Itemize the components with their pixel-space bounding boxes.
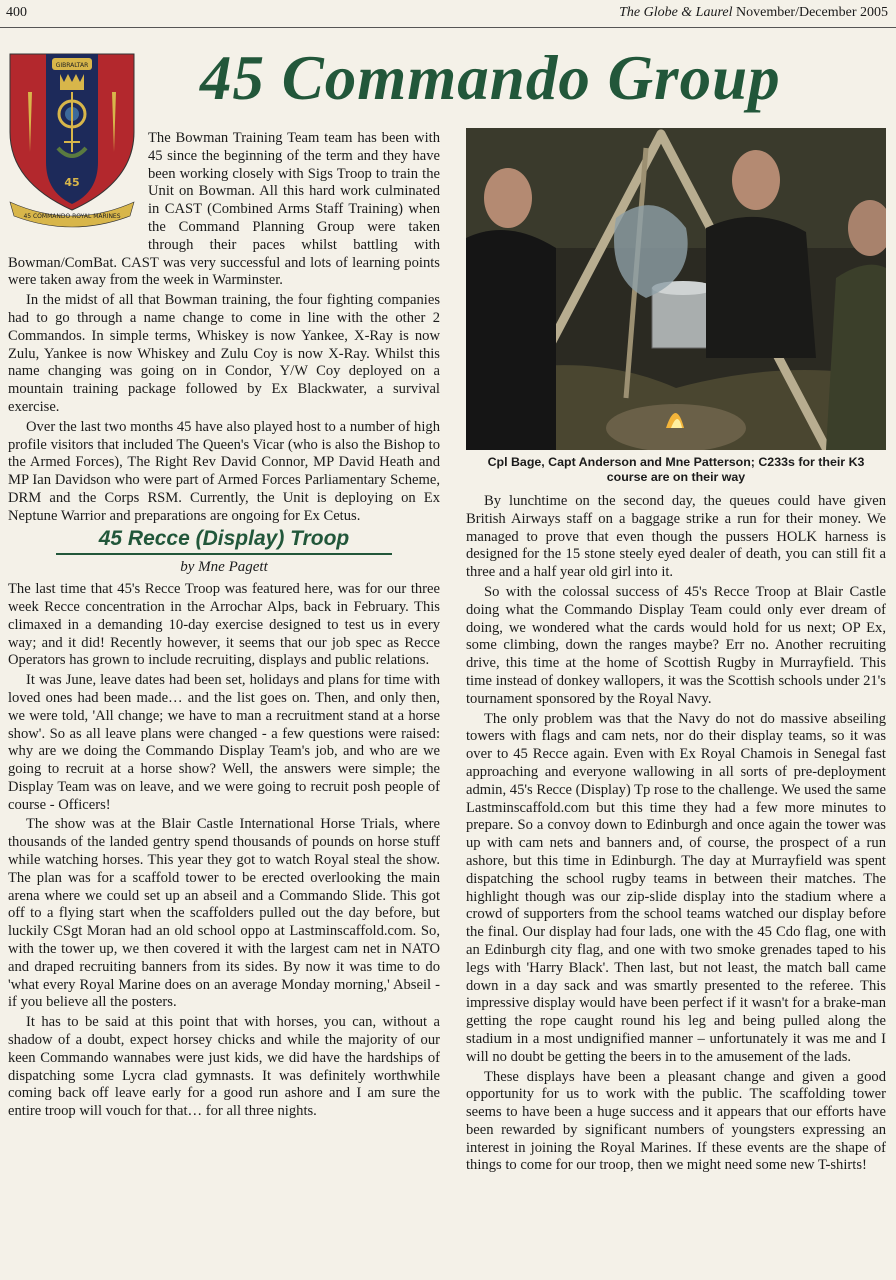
byline: by Mne Pagett bbox=[180, 559, 268, 576]
left-column bbox=[8, 130, 440, 1123]
right-paragraph: By lunchtime on the second day, the queues could have given British Airways staff on a baggage strike a run for their money. We managed to prove that even though the pussers HOLK harness is designed for the 15 stone steely eyed dealer of death, you can still fit a three and a half year old girl into it. bbox=[466, 493, 886, 581]
crest-number: 45 bbox=[64, 176, 80, 189]
page-number: 400 bbox=[6, 5, 27, 20]
publication-name: The Globe & Laurel bbox=[619, 5, 733, 20]
issue-date: November/December 2005 bbox=[736, 5, 888, 20]
section-heading: 45 Recce (Display) Troop bbox=[98, 526, 350, 550]
campfire-photo bbox=[466, 128, 886, 450]
section-heading-rule bbox=[56, 553, 392, 555]
right-paragraph: So with the colossal success of 45's Recce Troop at Blair Castle doing what the Commando Display Team could only ever dream of doing, we wondered what the cards would hold for us next; OP Ex, some climbing, down the ranges maybe? Err no. Another recruiting drive, this time at the home of Scottish Rugby in Murrayfield. This time instead of donkey wallopers, it was the Scottish schools under 21's tournament sponsored by the Royal Navy. bbox=[466, 583, 886, 707]
right-paragraph: These displays have been a pleasant change and given a good opportunity for us to work with the public. The scaffolding tower seems to have been a huge success and it appears that our efforts have been rewarded by significant numbers of youngsters expressing an interest in joining the Royal Marines. If these events are the shape of things to come for our troop, then we might need some new T-shirts! bbox=[466, 1068, 886, 1174]
section-paragraph: It was June, leave dates had been set, holidays and plans for time with loved ones had been made… and the list goes on. Then, and only then, we were told, 'All change; we have to man a recruitment stand at a horse show'. So as all leave plans were changed - a few questions were raised: why are we doing the Commando Display Team's job, and who are we going to recruit at a horse show? Well, the answers were simple; the Display Team was on leave, and we were going to recruit posh people of course - Officers! bbox=[8, 672, 440, 813]
article-paragraph: In the midst of all that Bowman training, the four fighting companies had to go through a name change to come in line with the other 2 Commandos. In simple terms, Whiskey is now Yankee, X-Ray is now Zulu, Yankee is now Whiskey and Zulu Coy is now X-Ray. Whilst this name changing was going on in Condor, Y/W Coy deployed on a mountain training package followed by Ex Blackwater, a survival exercise. bbox=[8, 292, 440, 415]
article-title: 45 Commando Group bbox=[200, 43, 781, 113]
photo-caption: Cpl Bage, Capt Anderson and Mne Patterson; C233s for their K3 course are on their way bbox=[487, 455, 865, 484]
header-rule bbox=[0, 27, 896, 28]
running-header bbox=[619, 5, 888, 21]
crest-bottom-scroll: 45 COMMANDO ROYAL MARINES bbox=[23, 213, 121, 220]
right-paragraph: The only problem was that the Navy do not do massive abseiling towers with flags and cam nets, nor do their display teams, so it was over to 45 Recce again. Even with Ex Royal Chamois in Senegal fast approaching and everyone wallowing in all sorts of pre-deployment admin, 45's Recce (Display) Tp rose to the challenge. We used the same Lastminscaffold.com but this time they had a few more minutes to prepare. So a convoy down to Edinburgh and once again the tower was up with cam nets and banners and, of course, the prospect of a run ashore, but this time in Edinburgh. The day at Murrayfield was spent dispatching the school rugby teams in between their matches. The highlight though was our zip-slide display into the stadium where a crowd of supporters from the school teams watched our display before the final. Our display had four lads, one with the 45 Cdo flag, one with an Edinburgh city flag, and one with two smoke grenades taped to his legs with 'Harry Black'. Then last, but not least, the match ball came down in a day sack and was smartly presented to the referee. This impressive display would have been perfect if it wasn't for a brake-man getting the rope caught round his leg and being pulled along the stadium in a most undignified manner – unfortunately it was me and I will no doubt be getting the beers in to the amusement of the lads. bbox=[466, 710, 886, 1065]
article-paragraph: Over the last two months 45 have also played host to a number of high profile visitors that included The Queen's Vicar (who is also the Bishop to the Armed Forces), The Right Rev David Connor, MP David Heath and MP Ian Davidson who were part of Armed Forces Parliamentary Scheme, DRM and the Corps RSM. Currently, the Unit is deploying on Ex Neptune Warrior and preparations are ongoing for Ex Cetus. bbox=[8, 418, 440, 524]
crest-top-scroll: GIBRALTAR bbox=[55, 62, 89, 69]
right-column bbox=[466, 493, 886, 1177]
crest-spacer bbox=[8, 130, 148, 238]
article-paragraph: The Bowman Training Team team has been with 45 since the beginning of the term and they have been working closely with Sigs Troop to train the Unit on Bowman. All this hard work culminated in CAST (Combined Arms Staff Training) when the Command Planning Group were taken through their paces whilst battling with Bowman/ComBat. CAST was very successful and lots of learning points were taken away from the week in Warminster. bbox=[8, 130, 440, 289]
section-paragraph: The last time that 45's Recce Troop was featured here, was for our three week Recce concentration in the Arrochar Alps, back in February. This climaxed in a demanding 10-day exercise designed to test us in every way; and it did! Recently however, it seems that our job spec as Recce Operators has grown to include recruiting, displays and public relations. bbox=[8, 581, 440, 669]
section-paragraph: It has to be said at this point that with horses, you can, without a shadow of a doubt, expect horsey chicks and while the majority of our keen Commando wannabes were just kids, we did have the hardships of dispatching some Lycra clad gymnasts. It was definitely worthwhile coming back off leave early for a good run ashore and I am sure the entire troop will vouch for that… for all three nights. bbox=[8, 1014, 440, 1120]
section-paragraph: The show was at the Blair Castle International Horse Trials, where thousands of the landed gentry spend thousands of pounds on horse stuff while watching horses. This year they got to watch Royal steal the show. The plan was for a scaffold tower to be erected overlooking the main arena where we could set up an abseil and a Commando Slide. This got off to a flying start when the scaffolders pulled out the day before, but luckily CSgt Moran had an old school oppo at Lastminscaffold.com. So, with the tower up, we then covered it with the largest cam net in NATO and draped recruiting banners from its sides. By now it was time to do 'what every Royal Marine does on an average Monday morning,' Abseil - if you believe all the posters. bbox=[8, 816, 440, 1011]
